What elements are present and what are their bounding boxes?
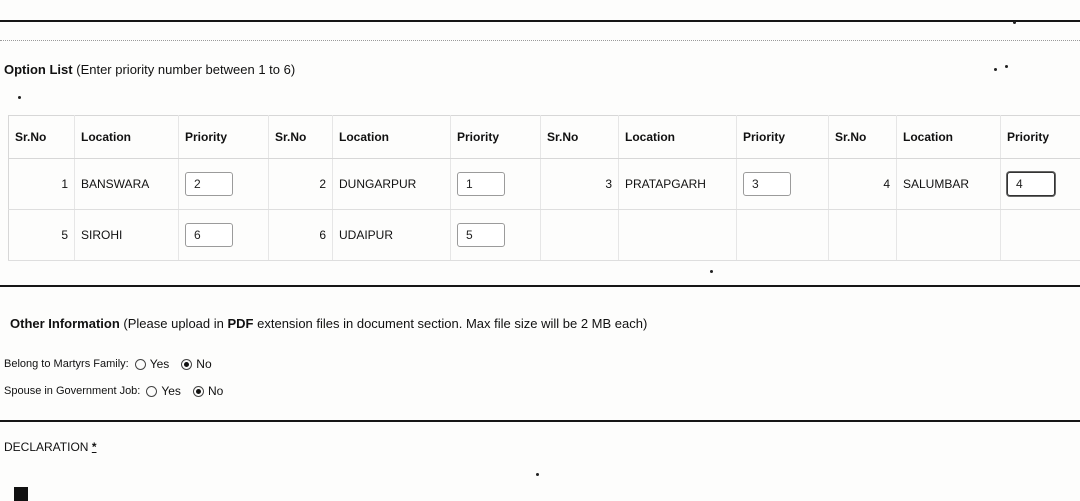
option-srno: 2 xyxy=(269,159,333,210)
option-location: DUNGARPUR xyxy=(333,159,451,210)
other-information-heading xyxy=(10,316,647,331)
dotted-divider xyxy=(0,40,1080,41)
scan-speck xyxy=(536,473,539,476)
option-list-heading xyxy=(4,62,295,77)
option-priority-cell xyxy=(179,159,269,210)
col-header-srno: Sr.No xyxy=(829,116,897,159)
spouse-no-label[interactable]: No xyxy=(208,384,223,398)
priority-input-sirohi[interactable] xyxy=(185,223,233,247)
option-list-table xyxy=(8,115,1080,261)
spouse-govt-job-row xyxy=(4,384,231,398)
scan-speck xyxy=(18,96,21,99)
section-divider xyxy=(0,285,1080,287)
martyrs-family-label: Belong to Martyrs Family: xyxy=(4,358,129,370)
option-list-table-wrap xyxy=(8,115,1080,261)
scan-speck xyxy=(1013,21,1016,24)
scan-speck xyxy=(710,270,713,273)
scan-speck xyxy=(994,68,997,71)
spouse-no-radio[interactable] xyxy=(193,386,204,397)
option-location: SIROHI xyxy=(75,210,179,261)
empty-cell xyxy=(897,210,1001,261)
martyrs-yes-label[interactable]: Yes xyxy=(150,357,170,371)
col-header-priority: Priority xyxy=(179,116,269,159)
other-information-title: Other Information xyxy=(10,316,120,331)
top-divider xyxy=(0,20,1080,22)
col-header-srno: Sr.No xyxy=(9,116,75,159)
option-location: UDAIPUR xyxy=(333,210,451,261)
declaration-label: DECLARATION xyxy=(4,440,88,454)
col-header-location: Location xyxy=(619,116,737,159)
col-header-priority: Priority xyxy=(451,116,541,159)
option-list-note: (Enter priority number between 1 to 6) xyxy=(76,62,295,77)
scan-speck xyxy=(1005,65,1008,68)
option-srno: 3 xyxy=(541,159,619,210)
option-srno: 6 xyxy=(269,210,333,261)
priority-input-dungarpur[interactable] xyxy=(457,172,505,196)
martyrs-yes-radio[interactable] xyxy=(135,359,146,370)
table-row xyxy=(9,210,1080,261)
col-header-srno: Sr.No xyxy=(269,116,333,159)
col-header-location: Location xyxy=(333,116,451,159)
priority-input-salumbar[interactable] xyxy=(1007,172,1055,196)
col-header-location: Location xyxy=(75,116,179,159)
col-header-srno: Sr.No xyxy=(541,116,619,159)
empty-cell xyxy=(619,210,737,261)
empty-cell xyxy=(737,210,829,261)
spouse-yes-radio[interactable] xyxy=(146,386,157,397)
option-location: PRATAPGARH xyxy=(619,159,737,210)
spouse-govt-job-label: Spouse in Government Job: xyxy=(4,385,140,397)
table-header-row xyxy=(9,116,1080,159)
option-priority-cell xyxy=(737,159,829,210)
table-row xyxy=(9,159,1080,210)
other-information-note-prefix: (Please upload in xyxy=(123,316,223,331)
option-srno: 4 xyxy=(829,159,897,210)
declaration-heading xyxy=(4,440,96,454)
other-information-note-suffix: extension files in document section. Max file size will be 2 MB each) xyxy=(257,316,647,331)
martyrs-family-row xyxy=(4,357,220,371)
section-divider xyxy=(0,420,1080,422)
other-information-note-bold: PDF xyxy=(228,316,254,331)
martyrs-no-label[interactable]: No xyxy=(196,357,211,371)
option-priority-cell xyxy=(179,210,269,261)
empty-cell xyxy=(1001,210,1080,261)
option-priority-cell xyxy=(451,210,541,261)
option-srno: 1 xyxy=(9,159,75,210)
empty-cell xyxy=(541,210,619,261)
option-priority-cell xyxy=(451,159,541,210)
col-header-priority: Priority xyxy=(1001,116,1080,159)
priority-input-pratapgarh[interactable] xyxy=(743,172,791,196)
priority-input-banswara[interactable] xyxy=(185,172,233,196)
spouse-yes-label[interactable]: Yes xyxy=(161,384,181,398)
martyrs-no-radio[interactable] xyxy=(181,359,192,370)
empty-cell xyxy=(829,210,897,261)
required-mark: * xyxy=(92,440,97,454)
option-list-title: Option List xyxy=(4,62,73,77)
priority-input-udaipur[interactable] xyxy=(457,223,505,247)
option-srno: 5 xyxy=(9,210,75,261)
col-header-priority: Priority xyxy=(737,116,829,159)
col-header-location: Location xyxy=(897,116,1001,159)
option-priority-cell xyxy=(1001,159,1080,210)
declaration-checkbox[interactable] xyxy=(14,487,28,501)
option-location: BANSWARA xyxy=(75,159,179,210)
option-location: SALUMBAR xyxy=(897,159,1001,210)
